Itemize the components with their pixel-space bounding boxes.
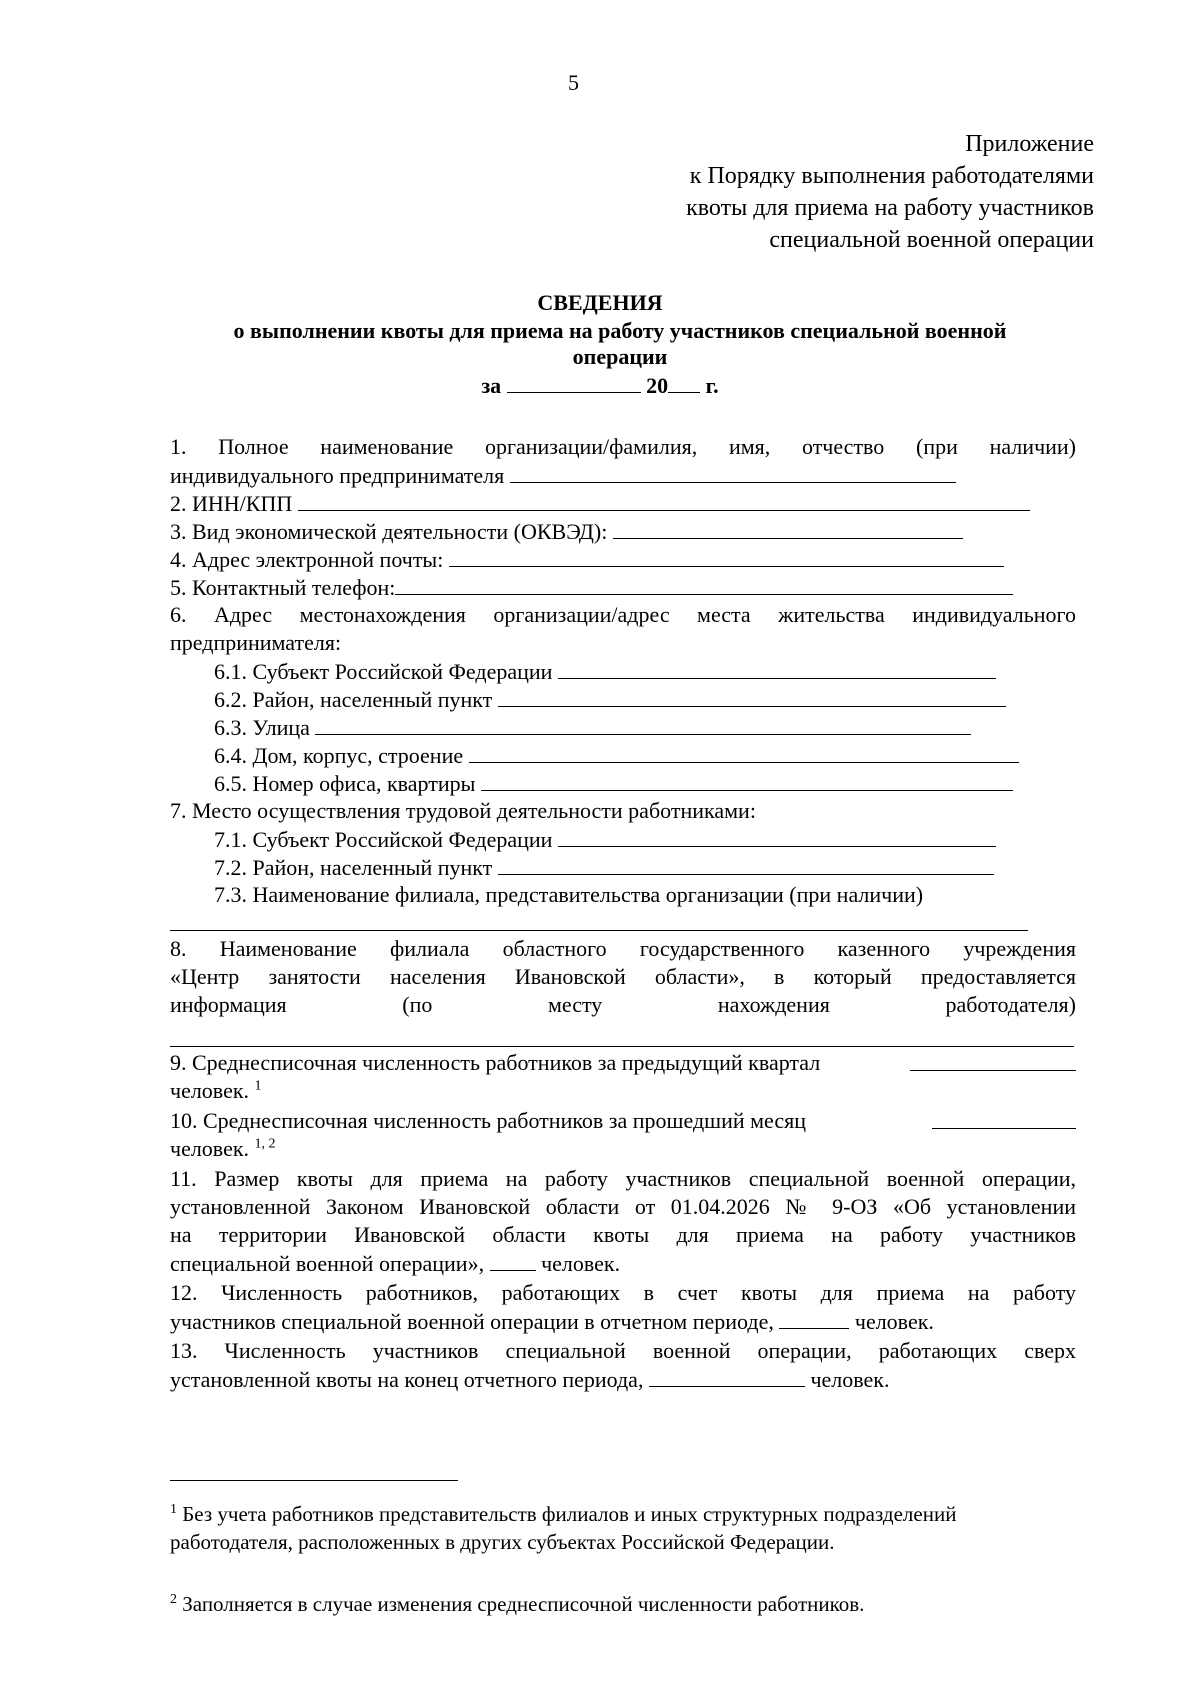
phone-field[interactable] [395,574,1013,595]
item-11-line-3: на территории Ивановской области квоты для приема на работу участников [170,1222,1076,1247]
item-6-line-2: предпринимателя: [170,630,342,655]
period-suffix: г. [705,373,719,398]
item-7-2-label: 7.2. Район, населенный пункт [214,855,493,880]
item-6-5-label: 6.5. Номер офиса, квартиры [214,771,476,796]
item-13-label: установленной квоты на конец отчетного периода, [170,1367,644,1392]
appendix-header [686,128,1094,256]
period-year-field[interactable] [668,372,700,393]
org-name-field[interactable] [510,462,956,483]
item-1-line-1: 1. Полное наименование организации/фамилия, имя, отчество (при наличии) [170,434,1076,459]
footnote-2 [170,1590,990,1618]
subject-rf-field[interactable] [558,658,996,679]
item-8-line-3: информация (по месту нахождения работодателя) [170,992,1076,1017]
item-7-3-label: 7.3. Наименование филиала, представительства организации (при наличии) [214,882,924,907]
appendix-line-2: к Порядку выполнения работодателями [689,163,1094,189]
footnote-2-mark: 2 [170,1592,177,1607]
over-quota-field[interactable] [649,1366,805,1387]
item-4-label: 4. Адрес электронной почты: [170,547,444,572]
period-prefix: за [481,373,502,398]
item-6-1-label: 6.1. Субъект Российской Федерации [214,659,553,684]
inn-kpp-field[interactable] [298,490,1030,511]
item-3-label: 3. Вид экономической деятельности (ОКВЭД): [170,519,608,544]
office-field[interactable] [481,770,1013,791]
document-subtitle [170,318,1070,370]
item-6-line-1: 6. Адрес местонахождения организации/адрес места жительства индивидуального [170,602,1076,627]
item-9-unit: человек. [170,1078,250,1103]
item-12-label: участников специальной военной операции в отчетном периоде, [170,1309,774,1334]
subtitle-line-1: о выполнении квоты для приема на работу участников специальной военной [233,318,1007,343]
item-12-unit: человек. [854,1309,934,1334]
footnote-separator [170,1480,458,1481]
employment-center-field[interactable] [170,1046,1074,1047]
item-10-unit: человек. [170,1136,250,1161]
district-field[interactable] [498,686,1006,707]
item-6-3-label: 6.3. Улица [214,715,310,740]
reporting-period [0,372,1200,399]
item-7-label: 7. Место осуществления трудовой деятельности работниками: [170,798,756,823]
item-11-line-2: установленной Законом Ивановской области от 01.04.2026 № 9-ОЗ «Об установлении [170,1194,1076,1219]
footnote-ref: 1, 2 [254,1136,276,1152]
item-13-line-1: 13. Численность участников специальной военной операции, работающих сверх [170,1338,1076,1363]
email-field[interactable] [449,546,1004,567]
item-8-line-1: 8. Наименование филиала областного государственного казенного учреждения [170,936,1076,961]
item-6-4-label: 6.4. Дом, корпус, строение [214,743,464,768]
quota-employees-field[interactable] [779,1308,849,1329]
footnote-1-mark: 1 [170,1502,177,1517]
work-district-field[interactable] [498,854,994,875]
street-field[interactable] [315,714,971,735]
item-12-line-1: 12. Численность работников, работающих в счет квоты для приема на работу [170,1280,1076,1305]
period-year-prefix: 20 [646,373,669,398]
item-5-label: 5. Контактный телефон: [170,575,396,600]
item-11-line-1: 11. Размер квоты для приема на работу участников специальной военной операции, [170,1166,1076,1191]
subtitle-line-2: операции [572,344,668,369]
branch-name-field[interactable] [170,930,1028,931]
document-title: СВЕДЕНИЯ [537,290,663,315]
item-10-label: 10. Среднесписочная численность работников за прошедший месяц [170,1108,807,1133]
avg-headcount-quarter-field[interactable] [910,1050,1076,1071]
okved-field[interactable] [613,518,963,539]
page-number: 5 [568,70,579,95]
appendix-line-4: специальной военной операции [769,227,1094,253]
period-field[interactable] [507,372,641,393]
building-field[interactable] [469,742,1019,763]
work-subject-rf-field[interactable] [558,826,996,847]
footnote-1-text: Без учета работников представительств филиалов и иных структурных подразделений работодателя, расположенных в других субъектах Российской Федерации. [170,1502,957,1554]
appendix-line-1: Приложение [965,131,1094,157]
item-11-unit: человек. [541,1251,621,1276]
item-9-label: 9. Среднесписочная численность работников за предыдущий квартал [170,1050,821,1075]
footnote-1 [170,1500,990,1556]
item-7-1-label: 7.1. Субъект Российской Федерации [214,827,553,852]
item-8-line-2: «Центр занятости населения Ивановской области», в который предоставляется [170,964,1076,989]
avg-headcount-month-field[interactable] [932,1108,1076,1129]
item-2-label: 2. ИНН/КПП [170,491,293,516]
item-1-label: индивидуального предпринимателя [170,463,505,488]
footnote-2-text: Заполняется в случае изменения среднесписочной численности работников. [182,1592,865,1616]
quota-size-field[interactable] [490,1250,536,1271]
item-6-2-label: 6.2. Район, населенный пункт [214,687,493,712]
item-11-label: специальной военной операции», [170,1251,485,1276]
appendix-line-3: квоты для приема на работу участников [686,195,1094,221]
item-13-unit: человек. [810,1367,890,1392]
footnote-ref: 1 [254,1078,262,1094]
